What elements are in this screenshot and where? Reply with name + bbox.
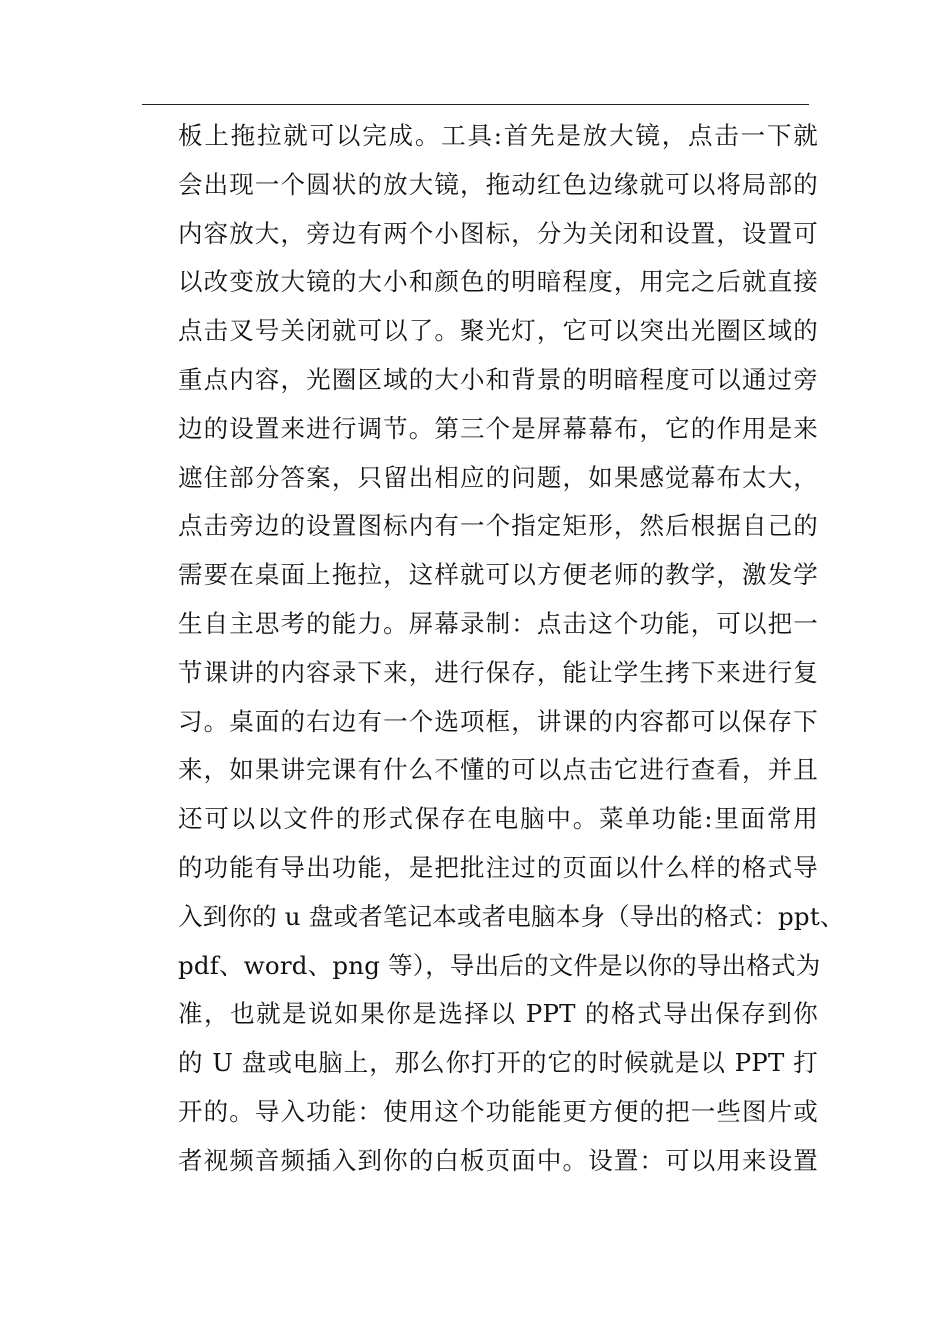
header-rule xyxy=(142,104,809,105)
body-text xyxy=(178,112,845,1186)
text-line: 点击旁边的设置图标内有一个指定矩形，然后根据自己的 xyxy=(178,511,818,541)
text-line: 习。桌面的右边有一个选项框，讲课的内容都可以保存下 xyxy=(178,706,818,736)
text-line: 会出现一个圆状的放大镜，拖动红色边缘就可以将局部的 xyxy=(178,169,818,199)
text-line: 还可以以文件的形式保存在电脑中。菜单功能:里面常用 xyxy=(178,804,818,834)
text-line: 以改变放大镜的大小和颜色的明暗程度，用完之后就直接 xyxy=(178,267,818,297)
text-line: 的 U 盘或电脑上，那么你打开的它的时候就是以 PPT 打 xyxy=(178,1048,818,1078)
text-line: 板上拖拉就可以完成。工具:首先是放大镜，点击一下就 xyxy=(178,121,818,150)
text-line: 遮住部分答案，只留出相应的问题，如果感觉幕布太大， xyxy=(178,462,818,492)
text-line: 重点内容，光圈区域的大小和背景的明暗程度可以通过旁 xyxy=(178,364,818,394)
text-line: 节课讲的内容录下来，进行保存，能让学生拷下来进行复 xyxy=(178,657,818,687)
text-line: 入到你的 u 盘或者笔记本或者电脑本身（导出的格式：ppt、 xyxy=(178,901,845,931)
text-line: 准，也就是说如果你是选择以 PPT 的格式导出保存到你 xyxy=(178,999,818,1029)
text-line: 内容放大，旁边有两个小图标，分为关闭和设置，设置可 xyxy=(178,218,818,248)
text-line: 的功能有导出功能，是把批注过的页面以什么样的格式导 xyxy=(178,852,818,882)
text-line: 开的。导入功能：使用这个功能能更方便的把一些图片或 xyxy=(178,1096,818,1126)
text-line: 点击叉号关闭就可以了。聚光灯，它可以突出光圈区域的 xyxy=(178,316,818,346)
text-line: 需要在桌面上拖拉，这样就可以方便老师的教学，激发学 xyxy=(178,560,818,590)
text-line: 来，如果讲完课有什么不懂的可以点击它进行查看，并且 xyxy=(178,755,818,785)
text-line: 边的设置来进行调节。第三个是屏幕幕布，它的作用是来 xyxy=(178,413,818,443)
text-line: pdf、word、png 等），导出后的文件是以你的导出格式为 xyxy=(178,950,821,980)
text-line: 者视频音频插入到你的白板页面中。设置：可以用来设置 xyxy=(178,1145,818,1175)
text-line: 生自主思考的能力。屏幕录制：点击这个功能，可以把一 xyxy=(178,608,818,638)
